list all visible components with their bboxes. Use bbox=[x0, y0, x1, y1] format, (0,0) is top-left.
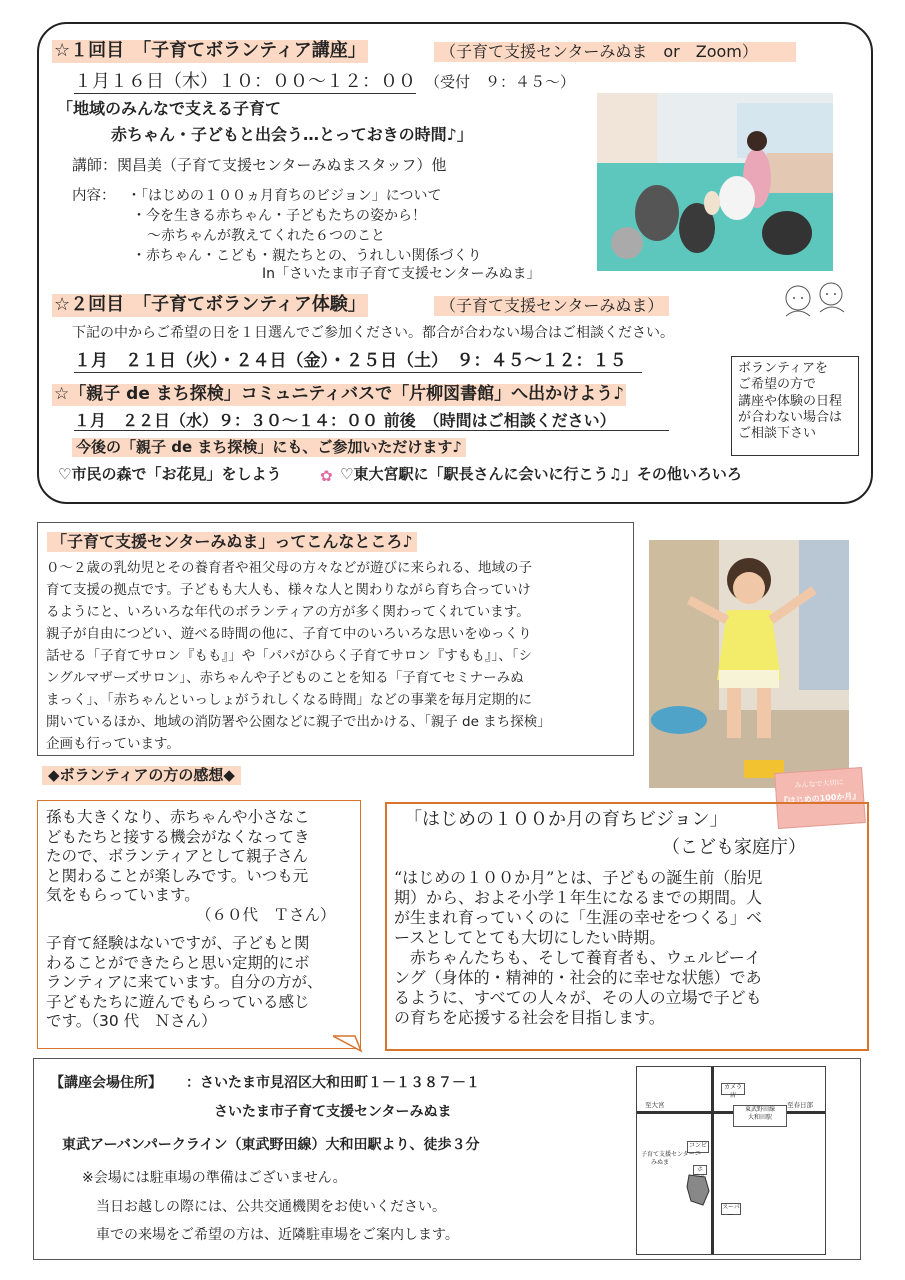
baby-illustration bbox=[776, 276, 856, 326]
session1-reception: （受付 ９：４５～） bbox=[425, 73, 576, 91]
about-line: 親子が自由につどい、遊べる時間の他に、子育て中のいろいろな思いをゆっくり bbox=[46, 626, 532, 642]
toddler-photo bbox=[649, 540, 849, 788]
impressions-heading: ◆ボランティアの方の感想◆ bbox=[42, 766, 241, 785]
about-line: 話せる「子育てサロン『もも』」や「パパがひらく子育てサロン『すもも』」、「シ bbox=[46, 648, 532, 664]
address-text: ：さいたま市見沼区大和田町１－１３８７－１ bbox=[186, 1075, 480, 1091]
map-station-line2: 大和田駅 bbox=[747, 1114, 772, 1121]
session2-note: 下記の中からご希望の日を１日選んでご参加ください。都合が合わない場合はご相談ください。 bbox=[72, 325, 674, 341]
main-road bbox=[711, 1067, 714, 1254]
session3-examples-1: ♡市民の森で「お花見」をしよう bbox=[58, 465, 282, 483]
impression-line: わることができたらと思い定期的にボ bbox=[46, 953, 310, 972]
parking-note: 当日お越しの際には、公共交通機関をお使いください。 bbox=[96, 1199, 446, 1215]
impression-line: 気をもらっています。 bbox=[46, 886, 200, 904]
map-camera-shop: カメラ店 bbox=[721, 1083, 745, 1095]
parking-note: ※会場には駐車場の準備はございません。 bbox=[82, 1170, 347, 1186]
map-hotel: ホ bbox=[693, 1165, 707, 1175]
about-line: ０～２歳の乳幼児とその養育者や祖父母の方々などが遊びに来られる、地域の子 bbox=[46, 560, 532, 576]
map-station-line1: 東武野田線 bbox=[744, 1106, 775, 1113]
address-label: 【講座会場住所】 bbox=[50, 1075, 162, 1091]
about-line: るようにと、いろいろな年代のボランティアの方が多く関わってくれています。 bbox=[46, 604, 530, 620]
note-line: が合わない場合は bbox=[738, 409, 843, 425]
map-station bbox=[733, 1105, 787, 1127]
vision-line: 期）から、およそ小学１年生になるまでの期間。人 bbox=[394, 888, 763, 907]
about-line: 育て支援の拠点です。子どもも大人も、様々な人と関わりながら育ち合っていけ bbox=[46, 582, 531, 598]
note-line: ご希望の方で bbox=[738, 377, 817, 393]
impression-line: です。（30 代 Ｎさん） bbox=[46, 1012, 217, 1030]
content-item: ～赤ちゃんが教えてくれた６つのこと bbox=[147, 228, 385, 244]
session1-lecturer: 講師：関昌美（子育て支援センターみぬまスタッフ）他 bbox=[72, 156, 447, 174]
playroom-photo bbox=[597, 93, 833, 271]
about-line: 開いているほか、地域の消防署や公園などに親子で出かける、「親子 de まち探検」 bbox=[46, 714, 551, 730]
impression-line: ランティアに来ています。自分の方が、 bbox=[46, 973, 323, 991]
vision-line: “はじめの１００か月”とは、子どもの誕生前（胎児 bbox=[394, 868, 763, 887]
impression-line: どもたちと接する機会がなくなってき bbox=[46, 827, 310, 846]
venue-marker-icon bbox=[683, 1171, 713, 1211]
session1-title-line2: 赤ちゃん・子どもと出会う…とっておきの時間♪」 bbox=[111, 125, 473, 144]
content-item: ・今を生きる赤ちゃん・子どもたちの姿から！ bbox=[132, 208, 426, 224]
railway-line bbox=[637, 1111, 825, 1114]
booklet-line2: 『はじめの100か月』 bbox=[779, 791, 861, 806]
vision-body bbox=[394, 868, 864, 1028]
vision-line: るように、すべての人々が、その人の立場で子ども bbox=[394, 988, 762, 1007]
parking-note: 車での来場をご希望の方は、近隣駐車場をご案内します。 bbox=[96, 1227, 459, 1243]
session3-heading: ☆「親子 de まち探検」コミュニティバスで「片柳図書館」へ出かけよう♪ bbox=[54, 384, 624, 404]
impression-author: （６０代 Ｔさん） bbox=[196, 905, 336, 924]
session1-venue: （子育て支援センターみぬま or Zoom） bbox=[434, 42, 796, 62]
impression-line: 子どもたちに遊んでもらっている感じ bbox=[46, 992, 310, 1011]
session1-datetime: １月１６日（木）１０：００～１２：００ bbox=[74, 71, 416, 92]
session2-heading: ☆２回目 「子育てボランティア体験」 bbox=[54, 294, 366, 315]
vision-title: 「はじめの１００か月の育ちビジョン」 bbox=[404, 809, 728, 830]
access-map bbox=[636, 1066, 826, 1255]
cherry-blossom-icon: ✿ bbox=[320, 467, 333, 485]
about-body bbox=[46, 557, 626, 755]
vision-line: ング（身体的・精神的・社会的に幸せな状態）であ bbox=[394, 968, 762, 987]
about-line: 企画も行っています。 bbox=[46, 736, 180, 752]
content-item: ・赤ちゃん・こども・親たちとの、うれしい関係づくり bbox=[132, 248, 482, 264]
map-convenience: コンビニ bbox=[688, 1142, 707, 1157]
impressions-body bbox=[46, 808, 354, 1032]
map-venue-line1: 子育て支援センター bbox=[641, 1151, 695, 1158]
map-supermarket: スーパー bbox=[722, 1204, 740, 1219]
map-to-kasukabe: 至春日部 bbox=[787, 1101, 813, 1109]
vision-line: の育ちを応援する社会を目指します。 bbox=[394, 1008, 665, 1027]
about-line: ングルマザーズサロン」、赤ちゃんや子どものことを知る「子育てセミナーみぬ bbox=[46, 670, 524, 686]
impression-line: 孫も大きくなり、赤ちゃんや小さなこ bbox=[46, 808, 310, 826]
access-info: 東武アーバンパークライン（東武野田線）大和田駅より、徒歩３分 bbox=[62, 1137, 480, 1153]
content-item: ・「はじめの１００ヵ月育ちのビジョン」について bbox=[127, 188, 442, 204]
vision-source: （こども家庭庁） bbox=[662, 837, 806, 858]
venue-name: さいたま市子育て支援センターみぬま bbox=[214, 1104, 452, 1120]
session1-content-label: 内容： bbox=[72, 188, 116, 204]
vision-line: が生まれ育っていくのに「生涯の幸せをつくる」ベ bbox=[394, 908, 763, 927]
booklet-line1: みんなで大切に bbox=[794, 778, 844, 790]
speech-tail-icon bbox=[333, 1035, 363, 1053]
about-line: まっく」、「赤ちゃんといっしょがうれしくなる時間」などの事業を毎月定期的に bbox=[46, 692, 532, 708]
note-line: ご相談下さい bbox=[738, 426, 817, 441]
volunteer-consult-note bbox=[731, 356, 859, 456]
session3-datetime: １月 ２２日（水）９：３０～１４：００ 前後 （時間はご相談ください） bbox=[74, 412, 669, 431]
session1-heading: ☆１回目 「子育てボランティア講座」 bbox=[54, 40, 366, 61]
impression-line: 子育て経験はないですが、子どもと関 bbox=[46, 934, 310, 952]
note-line: ボランティアを bbox=[738, 361, 828, 376]
map-to-omiya: 至大宮 bbox=[645, 1101, 665, 1109]
impression-line: たので、ボランティアとして親子さん bbox=[46, 847, 308, 865]
session2-dates: １月 ２１日（火）・２４日（金）・２５日（土） ９：４５～１２：１５ bbox=[74, 352, 642, 373]
session3-future: 今後の「親子 de まち探検」にも、ご参加いただけます♪ bbox=[72, 438, 466, 457]
session2-venue: （子育て支援センターみぬま） bbox=[434, 296, 669, 316]
impression-line: と関わることが楽しみです。いつも元 bbox=[46, 866, 309, 885]
about-heading: 「子育て支援センターみぬま」ってこんなところ♪ bbox=[47, 532, 417, 552]
content-item: In「さいたま市子育て支援センターみぬま」 bbox=[262, 266, 541, 282]
session3-examples-2: ♡東大宮駅に「駅長さんに会いに行こう♫」その他いろいろ bbox=[340, 465, 742, 483]
vision-line: 赤ちゃんたちも、そして養育者も、ウェルビーイ bbox=[394, 948, 761, 967]
vision-line: ースとしてとても大切にしたい時期。 bbox=[394, 928, 666, 947]
map-venue-line2: みぬま bbox=[651, 1159, 670, 1166]
session1-title-line1: 「地域のみんなで支える子育て bbox=[57, 99, 282, 118]
note-line: 講座や体験の日程 bbox=[738, 393, 843, 409]
